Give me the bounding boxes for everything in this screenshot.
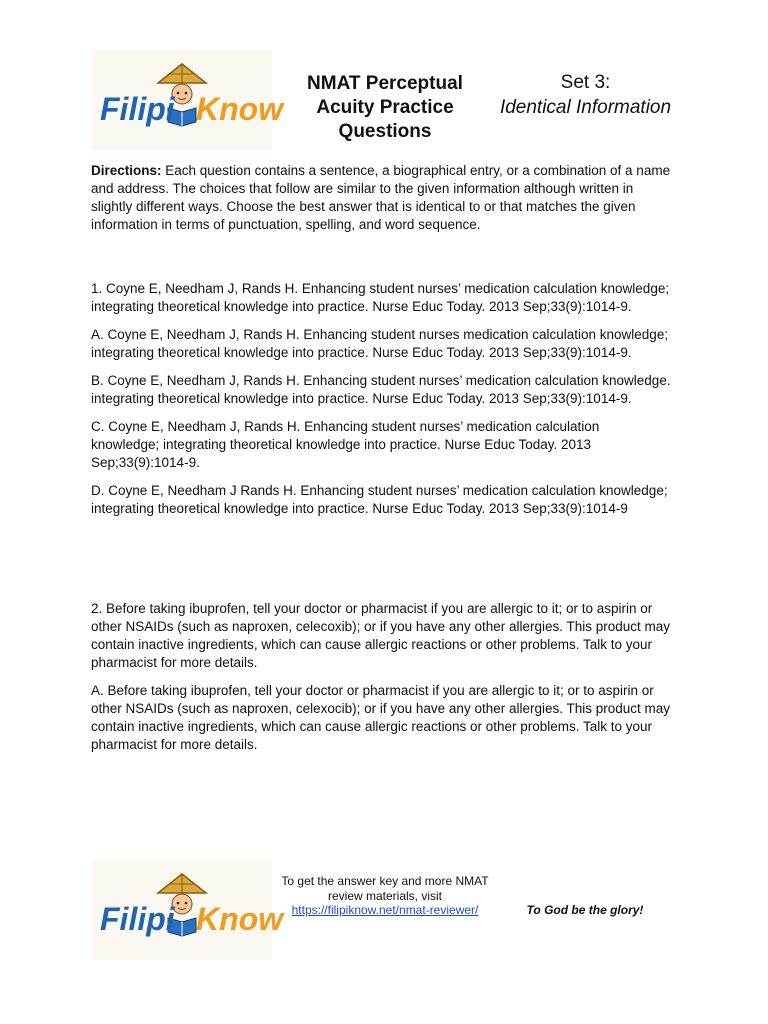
- directions-text: Each question contains a sentence, a biographical entry, or a combination of a name and address. The choices that follow are similar to the given information although written in slightly different ways. Choose the best answer that is identical to or that matches the given information in terms of punctuation, spelling, and word sequence.: [91, 163, 671, 232]
- review-materials-link[interactable]: https://filipiknow.net/nmat-reviewer/: [291, 903, 479, 917]
- question-1-stem: 1. Coyne E, Needham J, Rands H. Enhancing student nurses’ medication calculation knowledge; integrating theoretical knowledge into practice. Nurse Educ Today. 2013 Sep;33(9):1014-9.: [91, 281, 670, 314]
- document-body: [91, 162, 671, 764]
- logo-text-know: Know: [196, 901, 284, 937]
- question-1-choice-c: C. Coyne E, Needham J, Rands H. Enhancing student nurses’ medication calculation knowledge; integrating theoretical knowledge into practice. Nurse Educ Today. 2013 Sep;33(9):1014-9.: [91, 419, 600, 470]
- page-title: NMAT Perceptual Acuity Practice Questions: [307, 73, 463, 142]
- footer-note: [278, 874, 492, 918]
- set-label: Set 3:: [560, 72, 611, 93]
- filipiknow-logo: [92, 50, 284, 150]
- logo-text-know: Know: [196, 91, 284, 127]
- directions-label: Directions:: [91, 163, 162, 178]
- logo-text-filipi: Filipi: [100, 901, 175, 937]
- mascot-face-icon: [172, 84, 192, 104]
- question-2-choice-a: A. Before taking ibuprofen, tell your doctor or pharmacist if you are allergic to it; or to aspirin or other NSAIDs (such as naproxen, celexocib); or if you have any other allergies. This product may contain inactive ingredients, which can cause allergic reactions or other problems. Talk to your pharmacist for more details.: [91, 683, 671, 752]
- set-subtitle: Identical Information: [499, 97, 672, 118]
- logo-text-filipi: Filipi: [100, 91, 175, 127]
- directions-paragraph: [91, 162, 671, 234]
- filipiknow-logo-footer: [92, 860, 284, 960]
- set-heading: [488, 70, 683, 120]
- mascot-face-icon: [172, 894, 192, 914]
- footer-text: To get the answer key and more NMAT review materials, visit: [281, 874, 489, 903]
- question-1-choice-b: B. Coyne E, Needham J, Rands H. Enhancing student nurses’ medication calculation knowledge. integrating theoretical knowledge into practice. Nurse Educ Today. 2013 Sep;33(9):1014-9.: [91, 373, 671, 406]
- question-1-choice-d: D. Coyne E, Needham J Rands H. Enhancing student nurses’ medication calculation knowledge; integrating theoretical knowledge into practice. Nurse Educ Today. 2013 Sep;33(9):1014-9: [91, 483, 668, 516]
- question-1-choice-a: A. Coyne E, Needham J, Rands H. Enhancing student nurses medication calculation knowledge; integrating theoretical knowledge into practice. Nurse Educ Today. 2013 Sep;33(9):1014-9.: [91, 327, 669, 360]
- footer-motto: To God be the glory!: [526, 903, 644, 917]
- question-2-stem: 2. Before taking ibuprofen, tell your doctor or pharmacist if you are allergic to it; or to aspirin or other NSAIDs (such as naproxen, celecoxib); or if you have any other allergies. This product may contain inactive ingredients, which can cause allergic reactions or other problems. Talk to your pharmacist for more details.: [91, 601, 671, 670]
